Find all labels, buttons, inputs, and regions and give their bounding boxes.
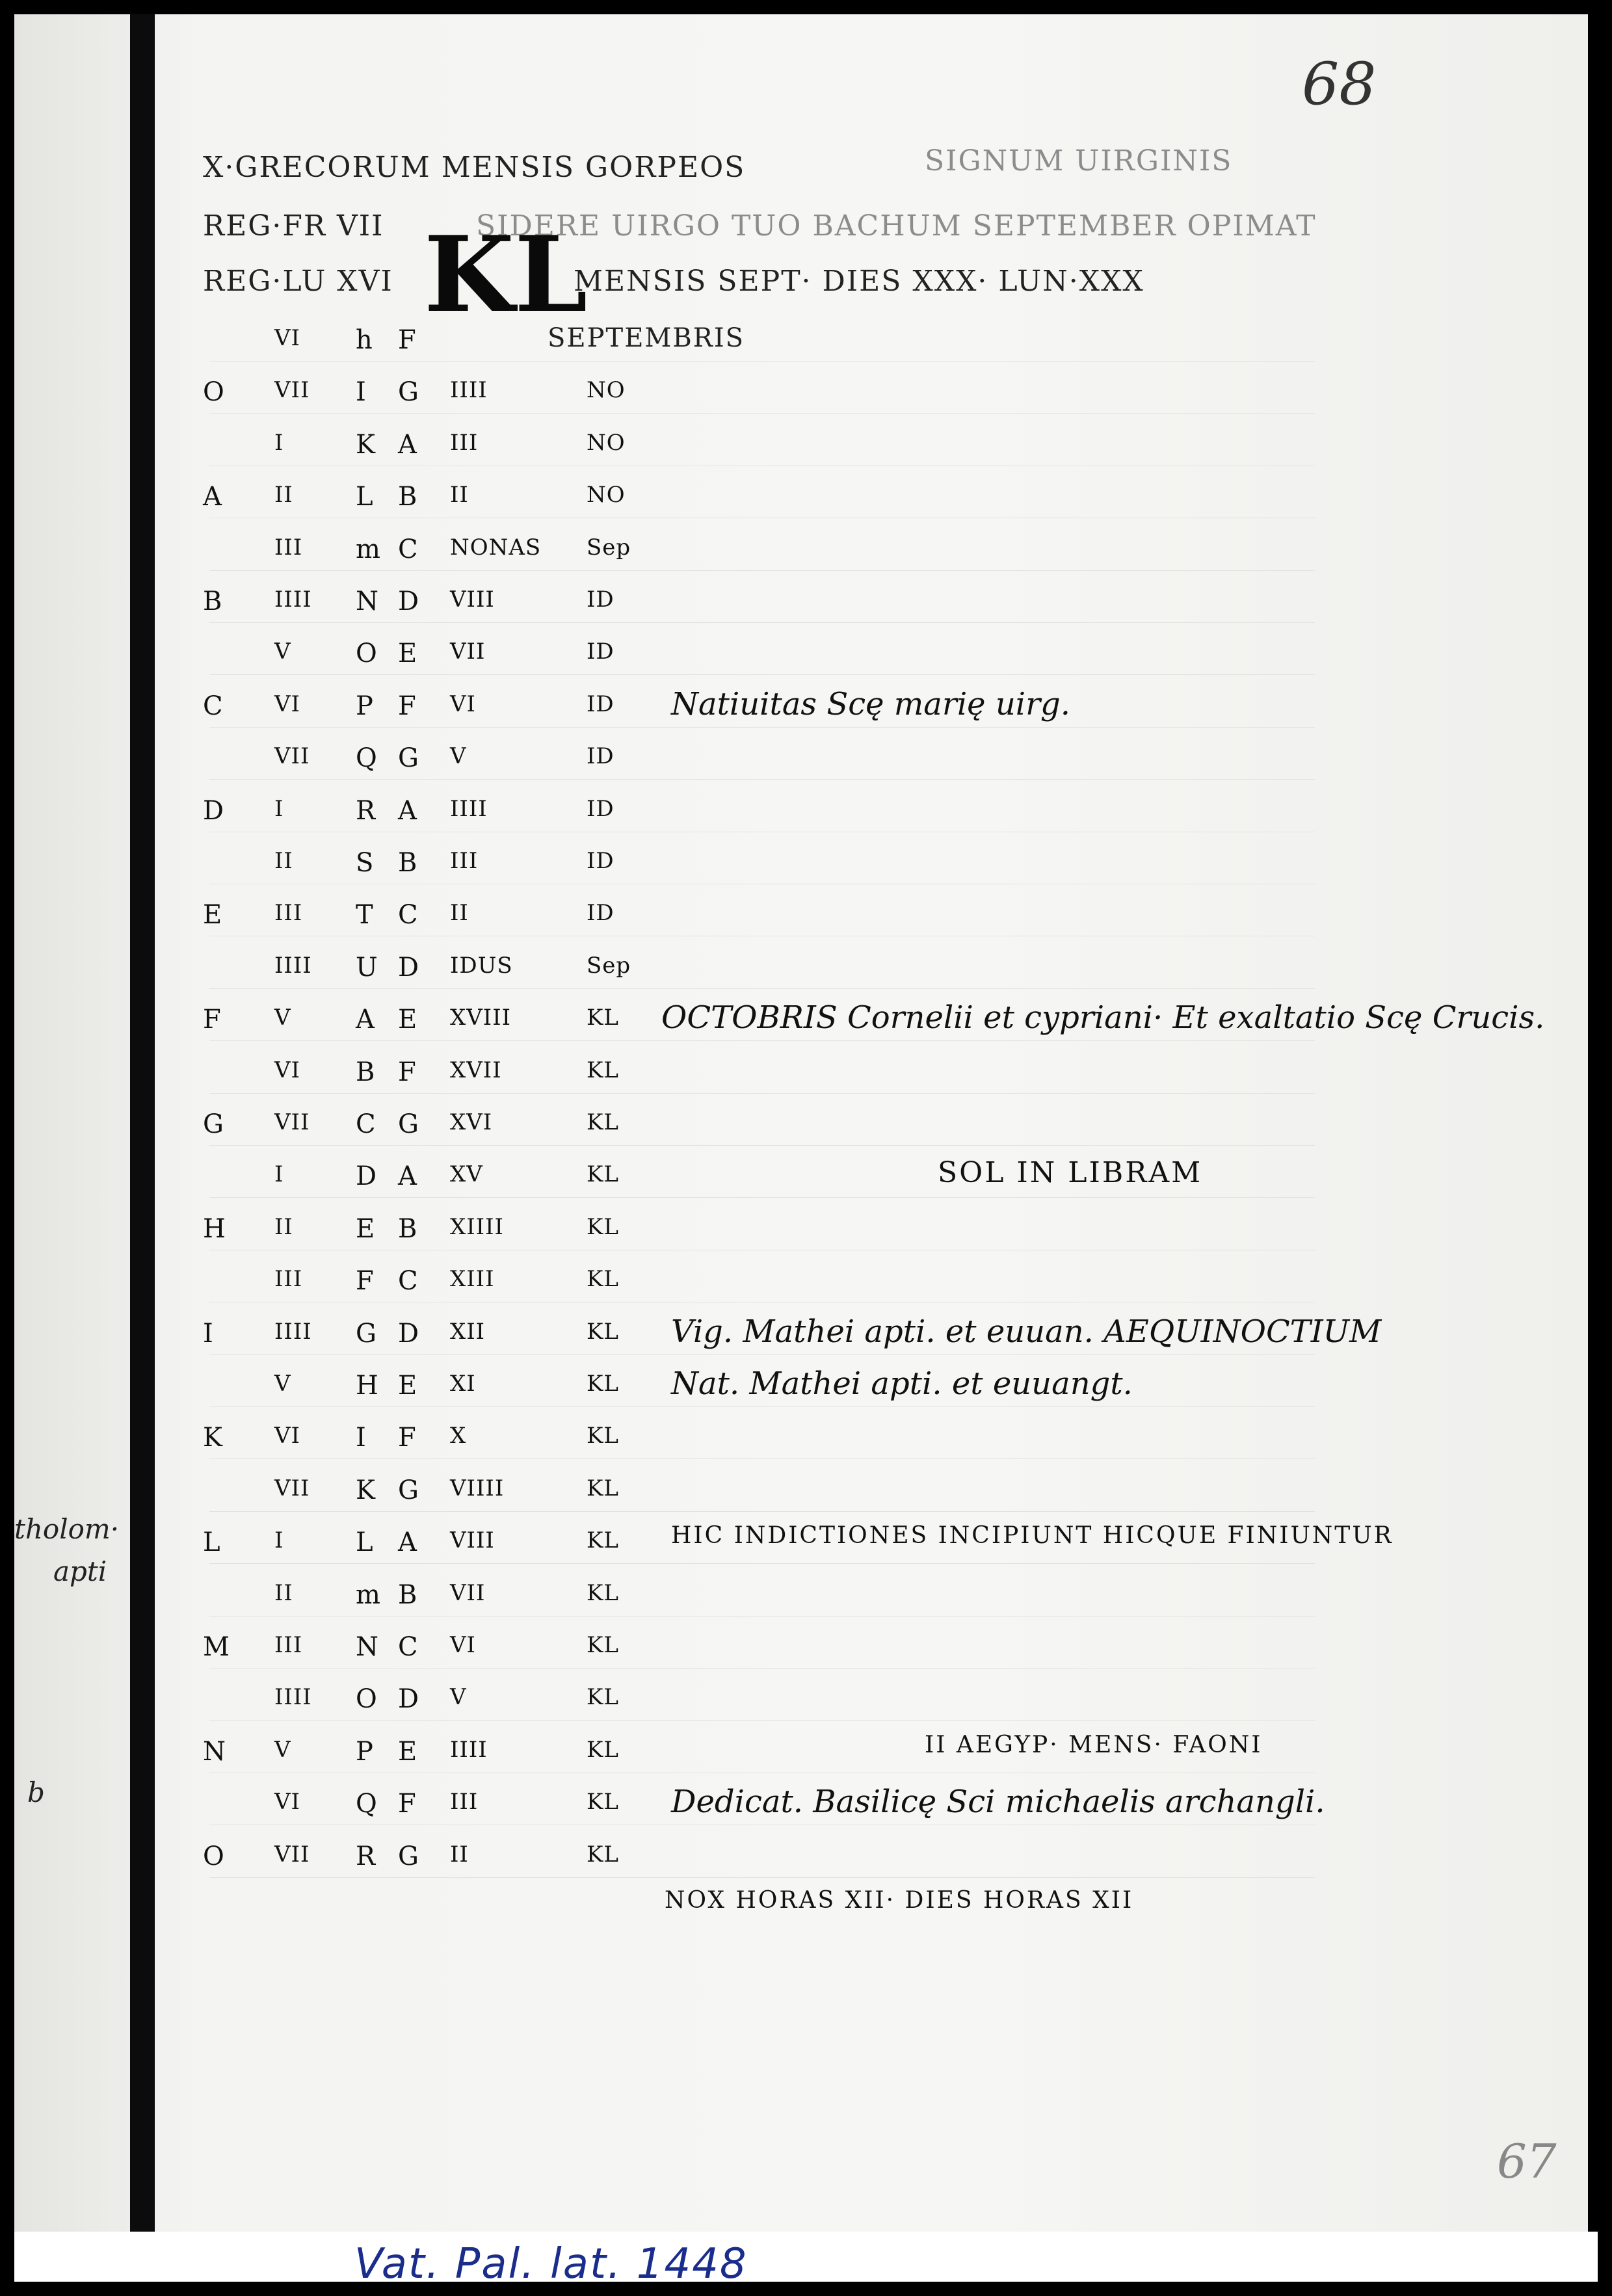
cell-conc: II bbox=[274, 482, 293, 508]
header-line1-right: SIGNUM UIRGINIS bbox=[925, 144, 1233, 178]
cell-lit: T bbox=[356, 900, 373, 930]
cell-dom: G bbox=[398, 1475, 419, 1505]
cell-conc: IIII bbox=[274, 587, 312, 613]
cell-dom: G bbox=[398, 1841, 419, 1871]
cell-lit: O bbox=[356, 639, 377, 669]
cell-dom: A bbox=[398, 1527, 417, 1558]
cell-conc: I bbox=[274, 1527, 284, 1554]
ruling-line bbox=[209, 1197, 1315, 1198]
cell-dom: B bbox=[398, 1579, 417, 1610]
header-line3-right: MENSIS SEPT· DIES XXX· LUN·XXX bbox=[574, 265, 1144, 298]
cell-term: NO bbox=[587, 482, 626, 508]
cell-lit: U bbox=[356, 952, 378, 983]
cell-term: ID bbox=[587, 900, 614, 927]
cell-num: XIII bbox=[450, 1266, 495, 1293]
calendar-note: OCTOBRIS Cornelii et cypriani· Et exaltatio Scę Crucis. bbox=[661, 999, 1545, 1036]
ruling-line bbox=[209, 1511, 1315, 1512]
cell-conc: II bbox=[274, 1579, 293, 1606]
cell-term: KL bbox=[587, 1579, 619, 1606]
cell-lit: I bbox=[356, 377, 366, 408]
margin-note-1: tholom· bbox=[14, 1513, 120, 1545]
header-line2-left: REG·FR VII bbox=[203, 209, 384, 243]
cell-num: III bbox=[450, 429, 479, 456]
cell-dom: G bbox=[398, 377, 419, 408]
cell-term: ID bbox=[587, 691, 614, 717]
cell-golden: D bbox=[203, 795, 224, 826]
cell-conc: I bbox=[274, 429, 284, 456]
shelfmark-label: Vat. Pal. lat. 1448 bbox=[354, 2240, 748, 2288]
ruling-line bbox=[209, 1720, 1315, 1721]
cell-golden: O bbox=[203, 1841, 224, 1871]
cell-conc: V bbox=[274, 639, 291, 665]
cell-conc: VII bbox=[274, 1841, 310, 1867]
ruling-line bbox=[209, 413, 1315, 414]
cell-dom: F bbox=[398, 691, 416, 721]
ruling-line bbox=[209, 1040, 1315, 1041]
cell-num: IIII bbox=[450, 1736, 488, 1763]
cell-lit: K bbox=[356, 429, 375, 460]
cell-num: XI bbox=[450, 1371, 476, 1397]
cell-lit: Q bbox=[356, 743, 377, 774]
cell-conc: V bbox=[274, 1371, 291, 1397]
cell-dom: C bbox=[398, 1632, 418, 1662]
cell-lit: L bbox=[356, 1527, 373, 1558]
cell-conc: III bbox=[274, 1632, 303, 1658]
cell-conc: VI bbox=[274, 691, 300, 717]
cell-term: Sep bbox=[587, 534, 631, 561]
cell-term: KL bbox=[587, 1527, 619, 1554]
cell-dom: A bbox=[398, 795, 417, 826]
ruling-line bbox=[209, 622, 1315, 623]
cell-dom: E bbox=[398, 1736, 417, 1767]
cell-dom: A bbox=[398, 1161, 417, 1192]
cell-term: KL bbox=[587, 1841, 619, 1867]
cell-term: KL bbox=[587, 1266, 619, 1293]
cell-dom: B bbox=[398, 1213, 417, 1244]
cell-num: V bbox=[450, 1684, 467, 1711]
cell-num: IDUS bbox=[450, 952, 513, 979]
cell-conc: VII bbox=[274, 1109, 310, 1135]
cell-term: KL bbox=[587, 1736, 619, 1763]
cell-lit: C bbox=[356, 1109, 376, 1139]
cell-dom: F bbox=[398, 1789, 416, 1819]
cell-conc: III bbox=[274, 1266, 303, 1293]
cell-num: XVI bbox=[450, 1109, 493, 1135]
cell-dom: F bbox=[398, 325, 416, 355]
cell-term: KL bbox=[587, 1371, 619, 1397]
cell-num: X bbox=[450, 1423, 467, 1449]
cell-conc: IIII bbox=[274, 952, 312, 979]
cell-term: KL bbox=[587, 1005, 619, 1031]
cell-lit: N bbox=[356, 1632, 378, 1662]
ruling-line bbox=[209, 1145, 1315, 1146]
cell-num: II bbox=[450, 900, 469, 927]
cell-num: XVII bbox=[450, 1057, 502, 1083]
ruling-line bbox=[209, 1877, 1315, 1878]
calendar-note: Vig. Mathei apti. et euuan. AEQUINOCTIUM bbox=[671, 1313, 1382, 1350]
cell-conc: IIII bbox=[274, 1684, 312, 1711]
ruling-line bbox=[209, 1563, 1315, 1564]
cell-conc: I bbox=[274, 1161, 284, 1188]
cell-term: KL bbox=[587, 1632, 619, 1658]
cell-num: IIII bbox=[450, 377, 488, 404]
cell-dom: D bbox=[398, 1684, 419, 1715]
cell-lit: B bbox=[356, 1057, 375, 1087]
ruling-line bbox=[209, 988, 1315, 989]
cell-term: NO bbox=[587, 377, 626, 404]
cell-golden: I bbox=[203, 1318, 213, 1349]
cell-num: XV bbox=[450, 1161, 483, 1188]
margin-note-3: b bbox=[27, 1776, 45, 1808]
cell-dom: A bbox=[398, 429, 417, 460]
calendar-note: HIC INDICTIONES INCIPIUNT HICQUE FINIUNTUR bbox=[671, 1522, 1394, 1550]
cell-conc: V bbox=[274, 1005, 291, 1031]
cell-golden: E bbox=[203, 900, 222, 930]
cell-lit: P bbox=[356, 691, 373, 721]
cell-dom: C bbox=[398, 900, 418, 930]
cell-conc: V bbox=[274, 1736, 291, 1763]
cell-golden: K bbox=[203, 1423, 222, 1453]
header-line1-left: X·GRECORUM MENSIS GORPEOS bbox=[203, 151, 746, 184]
lower-folio-number: 67 bbox=[1497, 2134, 1557, 2189]
cell-golden: O bbox=[203, 377, 224, 408]
ruling-line bbox=[209, 1406, 1315, 1407]
cell-golden: F bbox=[203, 1005, 221, 1035]
calendar-note: II AEGYP· MENS· FAONI bbox=[925, 1731, 1263, 1758]
manuscript-page bbox=[14, 14, 1588, 2232]
cell-num: V bbox=[450, 743, 467, 770]
cell-term: ID bbox=[587, 743, 614, 770]
cell-dom: G bbox=[398, 1109, 419, 1139]
cell-golden: A bbox=[203, 482, 222, 512]
cell-dom: F bbox=[398, 1423, 416, 1453]
ruling-line bbox=[209, 1668, 1315, 1669]
cell-dom: E bbox=[398, 639, 417, 669]
header-line2-right: SIDERE UIRGO TUO BACHUM SEPTEMBER OPIMAT bbox=[476, 209, 1317, 243]
cell-lit: R bbox=[356, 795, 376, 826]
cell-lit: K bbox=[356, 1475, 375, 1505]
cell-dom: C bbox=[398, 534, 418, 564]
ruling-line bbox=[209, 361, 1315, 362]
gutter-spine bbox=[130, 14, 155, 2232]
footer-line: NOX HORAS XII· DIES HORAS XII bbox=[665, 1887, 1134, 1914]
cell-dom: B bbox=[398, 482, 417, 512]
cell-conc: VII bbox=[274, 377, 310, 404]
cell-golden: N bbox=[203, 1736, 226, 1767]
cell-term: KL bbox=[587, 1475, 619, 1501]
cell-num: III bbox=[450, 1789, 479, 1815]
cell-term: KL bbox=[587, 1057, 619, 1083]
cell-conc: IIII bbox=[274, 1318, 312, 1345]
cell-lit: m bbox=[356, 1579, 380, 1610]
cell-term: ID bbox=[587, 795, 614, 822]
margin-note-2: apti bbox=[53, 1555, 107, 1587]
cell-lit: F bbox=[356, 1266, 374, 1297]
cell-lit: O bbox=[356, 1684, 377, 1715]
cell-dom: D bbox=[398, 587, 419, 616]
cell-num: II bbox=[450, 1841, 469, 1867]
ruling-line bbox=[209, 1458, 1315, 1459]
cell-conc: VII bbox=[274, 1475, 310, 1501]
cell-dom: F bbox=[398, 1057, 416, 1087]
cell-lit: S bbox=[356, 848, 374, 878]
cell-num: II bbox=[450, 482, 469, 508]
cell-conc: II bbox=[274, 1213, 293, 1240]
cell-lit: m bbox=[356, 534, 380, 564]
cell-conc: VI bbox=[274, 1057, 300, 1083]
cell-term: KL bbox=[587, 1318, 619, 1345]
cell-num: VII bbox=[450, 1579, 486, 1606]
cell-lit: h bbox=[356, 325, 373, 355]
cell-num: XIIII bbox=[450, 1213, 504, 1240]
cell-lit: I bbox=[356, 1423, 366, 1453]
ruling-line bbox=[209, 779, 1315, 780]
cell-conc: VI bbox=[274, 325, 300, 351]
cell-term: KL bbox=[587, 1684, 619, 1711]
cell-lit: D bbox=[356, 1161, 377, 1192]
cell-conc: VI bbox=[274, 1423, 300, 1449]
cell-term: KL bbox=[587, 1213, 619, 1240]
cell-conc: II bbox=[274, 848, 293, 874]
cell-num: XVIII bbox=[450, 1005, 512, 1031]
cell-term: ID bbox=[587, 587, 614, 613]
cell-dom: G bbox=[398, 743, 419, 774]
cell-dom: E bbox=[398, 1005, 417, 1035]
cell-lit: L bbox=[356, 482, 373, 512]
cell-term: Sep bbox=[587, 952, 631, 979]
ruling-line bbox=[209, 1354, 1315, 1355]
cell-lit: Q bbox=[356, 1789, 377, 1819]
cell-term: KL bbox=[587, 1423, 619, 1449]
cell-num: VIII bbox=[450, 587, 495, 613]
folio-number: 68 bbox=[1302, 50, 1377, 118]
month-title: SEPTEMBRIS bbox=[548, 323, 745, 353]
cell-conc: VI bbox=[274, 1789, 300, 1815]
cell-term: KL bbox=[587, 1789, 619, 1815]
cell-golden: C bbox=[203, 691, 223, 721]
cell-num: III bbox=[450, 848, 479, 874]
cell-conc: III bbox=[274, 534, 303, 561]
ruling-line bbox=[209, 1093, 1315, 1094]
cell-num: VII bbox=[450, 639, 486, 665]
cell-lit: N bbox=[356, 587, 378, 616]
calendar-note: Natiuitas Scę marię uirg. bbox=[671, 685, 1071, 722]
header-line3-left: REG·LU XVI bbox=[203, 265, 393, 298]
cell-dom: D bbox=[398, 1318, 419, 1349]
cell-num: VI bbox=[450, 1632, 476, 1658]
cell-num: VIIII bbox=[450, 1475, 505, 1501]
cell-golden: L bbox=[203, 1527, 220, 1558]
calendar-note: SOL IN LIBRAM bbox=[938, 1156, 1203, 1190]
cell-num: NONAS bbox=[450, 534, 542, 561]
cell-golden: B bbox=[203, 587, 222, 616]
cell-golden: M bbox=[203, 1632, 230, 1662]
cell-conc: VII bbox=[274, 743, 310, 770]
cell-lit: R bbox=[356, 1841, 376, 1871]
cell-lit: E bbox=[356, 1213, 375, 1244]
ruling-line bbox=[209, 674, 1315, 675]
cell-lit: A bbox=[356, 1005, 375, 1035]
cell-lit: G bbox=[356, 1318, 377, 1349]
cell-dom: D bbox=[398, 952, 419, 983]
kl-initial: KL bbox=[424, 213, 588, 336]
cell-term: KL bbox=[587, 1161, 619, 1188]
cell-lit: H bbox=[356, 1371, 378, 1401]
cell-term: ID bbox=[587, 639, 614, 665]
cell-num: VI bbox=[450, 691, 476, 717]
cell-golden: H bbox=[203, 1213, 226, 1244]
cell-dom: E bbox=[398, 1371, 417, 1401]
ruling-line bbox=[209, 727, 1315, 728]
cell-conc: I bbox=[274, 795, 284, 822]
left-margin bbox=[14, 14, 130, 2232]
cell-dom: C bbox=[398, 1266, 418, 1297]
cell-conc: III bbox=[274, 900, 303, 927]
cell-term: KL bbox=[587, 1109, 619, 1135]
cell-num: XII bbox=[450, 1318, 486, 1345]
cell-num: VIII bbox=[450, 1527, 495, 1554]
calendar-note: Nat. Mathei apti. et euuangt. bbox=[671, 1366, 1133, 1402]
cell-golden: G bbox=[203, 1109, 224, 1139]
bottom-strip bbox=[14, 2232, 1598, 2282]
cell-lit: P bbox=[356, 1736, 373, 1767]
cell-term: NO bbox=[587, 429, 626, 456]
cell-dom: B bbox=[398, 848, 417, 878]
cell-term: ID bbox=[587, 848, 614, 874]
calendar-note: Dedicat. Basilicę Sci michaelis archangli. bbox=[671, 1784, 1325, 1821]
cell-num: IIII bbox=[450, 795, 488, 822]
ruling-line bbox=[209, 570, 1315, 571]
